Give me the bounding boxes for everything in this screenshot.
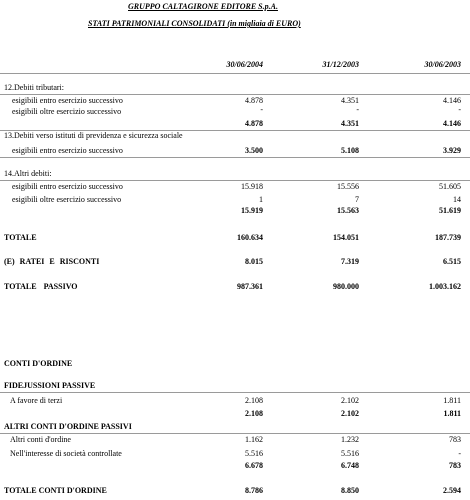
row-value: - [260, 105, 263, 114]
subtotal-value: 1.811 [443, 409, 461, 418]
row-label: esigibili entro esercizio successivo [12, 146, 123, 155]
row-value: 51.605 [439, 182, 461, 191]
totale-value: 160.634 [237, 233, 263, 242]
subtotal-value: 2.108 [245, 409, 263, 418]
row-label: 14.Altri debiti: [4, 169, 52, 178]
ratei-risconti-label: (E) RATEI E RISCONTI [4, 257, 100, 266]
row-value: 1.232 [341, 435, 359, 444]
ratei-risconti-value: 6.515 [443, 257, 461, 266]
totale-passivo-value: 980.000 [333, 282, 359, 291]
ratei-risconti-value: 7.319 [341, 257, 359, 266]
row-value: 7 [355, 195, 359, 204]
conti-ordine-heading: CONTI D'ORDINE [4, 359, 73, 368]
totale-value: 187.739 [435, 233, 461, 242]
subtotal-value: 6.678 [245, 461, 263, 470]
totale-passivo-value: 987.361 [237, 282, 263, 291]
divider-line [0, 392, 470, 393]
totale-conti-ordine-value: 8.786 [245, 486, 263, 495]
row-value: 2.102 [341, 396, 359, 405]
row-value: 5.516 [341, 449, 359, 458]
row-label: Nell'interesse di società controllate [10, 449, 122, 458]
row-label: 12.Debiti tributari: [4, 83, 64, 92]
subtotal-value: 4.351 [341, 119, 359, 128]
subtotal-value: 2.102 [341, 409, 359, 418]
row-value: 1.162 [245, 435, 263, 444]
row-value: 4.351 [341, 96, 359, 105]
row-value: - [458, 449, 461, 458]
totale-value: 154.051 [333, 233, 359, 242]
row-value: 15.918 [241, 182, 263, 191]
row-value: 783 [449, 435, 461, 444]
column-header-30-06-2004: 30/06/2004 [226, 60, 263, 69]
subtotal-value: 783 [449, 461, 461, 470]
subtotal-value: 4.146 [443, 119, 461, 128]
row-value: 1 [259, 195, 263, 204]
row-value: 1.811 [443, 396, 461, 405]
row-value: 4.878 [245, 96, 263, 105]
company-title: GRUPPO CALTAGIRONE EDITORE S.p.A. [128, 2, 278, 11]
divider-line [0, 73, 470, 74]
ratei-risconti-value: 8.015 [245, 257, 263, 266]
row-label: esigibili entro esercizio successivo [12, 96, 123, 105]
column-header-30-06-2003: 30/06/2003 [424, 60, 461, 69]
row-value: - [356, 105, 359, 114]
row-value: 2.108 [245, 396, 263, 405]
row-label: esigibili oltre esercizio successivo [12, 107, 122, 116]
totale-conti-ordine-value: 2.594 [443, 486, 461, 495]
divider-line [0, 433, 470, 434]
subtotal-value: 4.878 [245, 119, 263, 128]
row-value: 3.500 [245, 146, 263, 155]
row-value: 3.929 [443, 146, 461, 155]
row-value: - [458, 105, 461, 114]
divider-line [0, 94, 470, 95]
divider-line [0, 180, 470, 181]
totale-passivo-label: TOTALE PASSIVO [4, 282, 78, 291]
row-value: 5.516 [245, 449, 263, 458]
subtotal-value: 15.563 [337, 206, 359, 215]
subtotal-value: 51.619 [439, 206, 461, 215]
altri-conti-heading: ALTRI CONTI D'ORDINE PASSIVI [4, 422, 132, 431]
totale-conti-ordine-label: TOTALE CONTI D'ORDINE [4, 486, 107, 495]
report-subtitle: STATI PATRIMONIALI CONSOLIDATI (in migliaia di EURO) [88, 19, 301, 28]
subtotal-value: 6.748 [341, 461, 359, 470]
divider-line [0, 157, 470, 158]
totale-passivo-value: 1.003.162 [429, 282, 461, 291]
totale-conti-ordine-value: 8.850 [341, 486, 359, 495]
row-label: 13.Debiti verso istituti di previdenza e sicurezza sociale [4, 131, 183, 140]
row-label: A favore di terzi [10, 396, 63, 405]
totale-label: TOTALE [4, 233, 37, 242]
subtotal-value: 15.919 [241, 206, 263, 215]
row-value: 5.108 [341, 146, 359, 155]
fidejussioni-heading: FIDEJUSSIONI PASSIVE [4, 381, 96, 390]
row-label: esigibili oltre esercizio successivo [12, 195, 122, 204]
row-label: esigibili entro esercizio successivo [12, 182, 123, 191]
row-value: 14 [453, 195, 461, 204]
column-header-31-12-2003: 31/12/2003 [322, 60, 359, 69]
row-value: 4.146 [443, 96, 461, 105]
row-value: 15.556 [337, 182, 359, 191]
row-label: Altri conti d'ordine [10, 435, 71, 444]
